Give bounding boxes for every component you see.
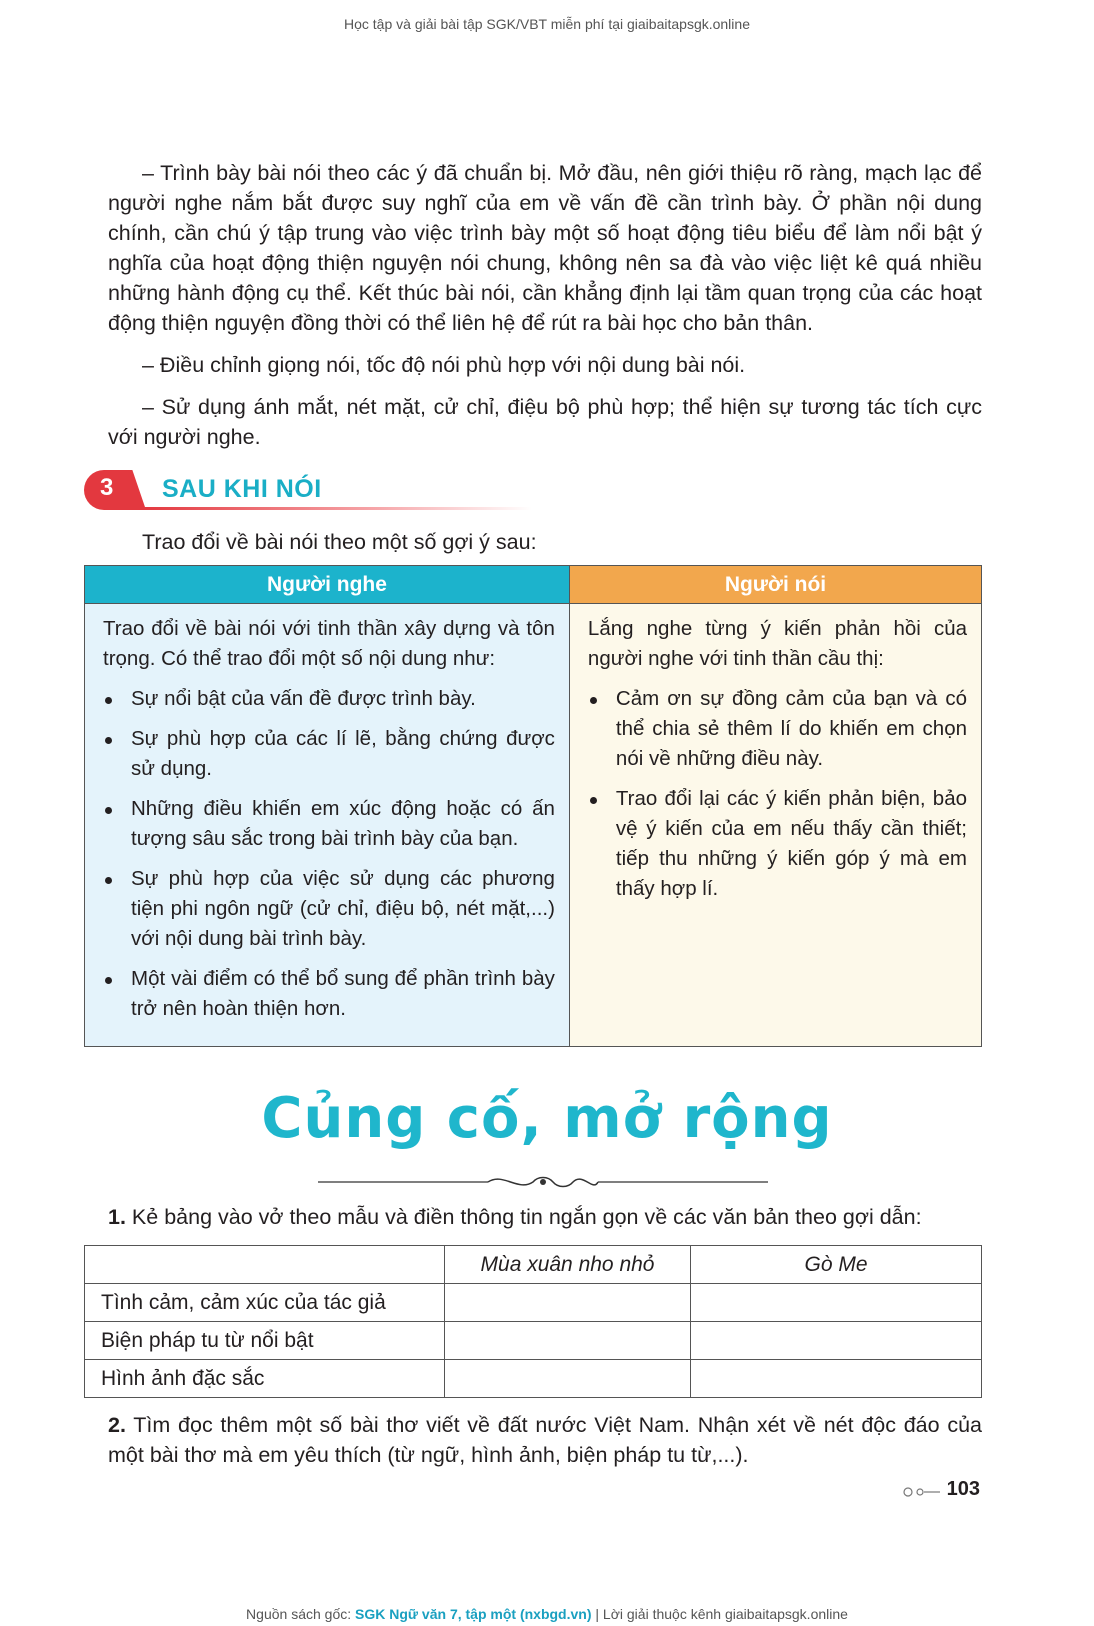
speaker-list: [588, 684, 967, 904]
page-number: [900, 1478, 980, 1504]
table-cell: [445, 1360, 691, 1398]
section-underline: [142, 507, 532, 510]
list-item: Sự phù hợp của các lí lẽ, bằng chứng được sử dụng.: [103, 724, 555, 784]
table-header-row: [85, 1246, 982, 1284]
listener-intro: Trao đổi về bài nói với tinh thần xây dựng và tôn trọng. Có thể trao đổi một số nội dung như:: [103, 617, 555, 670]
body-paragraph-voice: – Điều chỉnh giọng nói, tốc độ nói phù hợp với nội dung bài nói.: [142, 353, 746, 377]
question-number: 1.: [108, 1205, 126, 1229]
discussion-intro: Trao đổi về bài nói theo một số gợi ý sau:: [142, 530, 537, 554]
question-1: [108, 1205, 922, 1230]
footer: [0, 1606, 1094, 1622]
list-item: Sự nổi bật của vấn đề được trình bày.: [103, 684, 555, 714]
footer-suffix: | Lời giải thuộc kênh giaibaitapsgk.online: [591, 1606, 848, 1622]
list-item: Những điều khiến em xúc động hoặc có ấn tượng sâu sắc trong bài trình bày của bạn.: [103, 794, 555, 854]
question-text: Tìm đọc thêm một số bài thơ viết về đất nước Việt Nam. Nhận xét về nét độc đáo của một bài thơ mà em yêu thích (từ ngữ, hình ảnh, biện pháp tu từ,...).: [108, 1413, 982, 1467]
table-cell: [445, 1322, 691, 1360]
table-header-cell: Mùa xuân nho nhỏ: [445, 1246, 691, 1284]
list-item: Một vài điểm có thể bổ sung để phần trình bày trở nên hoàn thiện hơn.: [103, 964, 555, 1024]
speaker-column: [570, 566, 981, 1046]
table-cell: [691, 1360, 982, 1398]
table-header-cell: [85, 1246, 445, 1284]
question-text: Kẻ bảng vào vở theo mẫu và điền thông tin ngắn gọn về các văn bản theo gợi dẫn:: [131, 1205, 922, 1229]
question-2: [108, 1410, 982, 1470]
question-number: 2.: [108, 1413, 126, 1437]
page-number-text: 103: [946, 1478, 980, 1500]
speaker-intro: Lắng nghe từng ý kiến phản hồi của người nghe với tinh thần cầu thị:: [587, 617, 967, 670]
table-cell: [691, 1284, 982, 1322]
table-header-cell: Gò Me: [691, 1246, 982, 1284]
footer-prefix: Nguồn sách gốc:: [246, 1606, 356, 1622]
top-banner: Học tập và giải bài tập SGK/VBT miễn phí tại giaibaitapsgk.online: [344, 16, 750, 32]
section-badge: [84, 470, 146, 510]
footer-source-link[interactable]: SGK Ngữ văn 7, tập một (nxbgd.vn): [355, 1606, 592, 1622]
table-cell: [691, 1322, 982, 1360]
list-item: Cảm ơn sự đồng cảm của bạn và có thể chia sẻ thêm lí do khiến em chọn nói về những điều này.: [588, 684, 967, 774]
section-heading: [84, 470, 454, 510]
list-item: Sự phù hợp của việc sử dụng các phương tiện phi ngôn ngữ (cử chỉ, điệu bộ, nét mặt,...) với nội dung bài trình bày.: [103, 864, 555, 954]
list-item: Trao đổi lại các ý kiến phản biện, bảo vệ ý kiến của em nếu thấy cần thiết; tiếp thu những ý kiến góp ý mà em thấy hợp lí.: [588, 784, 967, 904]
section-number: 3: [100, 474, 114, 501]
discussion-table: [84, 565, 982, 1047]
body-paragraph-gesture: – Sử dụng ánh mắt, nét mặt, cử chỉ, điệu bộ phù hợp; thể hiện sự tương tác tích cực với người nghe.: [108, 395, 982, 449]
title-ornament-icon: [318, 1172, 768, 1192]
section-title: SAU KHI NÓI: [162, 475, 322, 503]
table-row-label: Tình cảm, cảm xúc của tác giả: [85, 1284, 445, 1322]
table-cell: [445, 1284, 691, 1322]
listener-list: [103, 684, 555, 1024]
listener-header: Người nghe: [85, 566, 569, 604]
table-row-label: Biện pháp tu từ nổi bật: [85, 1322, 445, 1360]
listener-column: [85, 566, 570, 1046]
speaker-header: Người nói: [570, 566, 981, 604]
table-row-label: Hình ảnh đặc sắc: [85, 1360, 445, 1398]
info-table: [84, 1245, 982, 1398]
table-row: [85, 1322, 982, 1360]
body-paragraph-presentation: – Trình bày bài nói theo các ý đã chuẩn bị. Mở đầu, nên giới thiệu rõ ràng, mạch lạc để người nghe nắm bắt được suy nghĩ của em về vấn đề cần trình bày. Ở phần nội dung chính, cần chú ý tập trung vào việc trình bày một số hoạt động tiêu biểu để làm nổi bật ý nghĩa của hoạt động thiện nguyện nói chung, không nên sa đà vào việc liệt kê quá nhiều những hành động cụ thể. Kết thúc bài nói, cần khẳng định lại tầm quan trọng của các hoạt động thiện nguyện đồng thời có thể liên hệ để rút ra bài học cho bản thân.: [108, 161, 982, 335]
section-big-title: Củng cố, mở rộng: [261, 1086, 833, 1151]
table-row: [85, 1284, 982, 1322]
page-ornament-icon: [902, 1486, 942, 1498]
table-row: [85, 1360, 982, 1398]
